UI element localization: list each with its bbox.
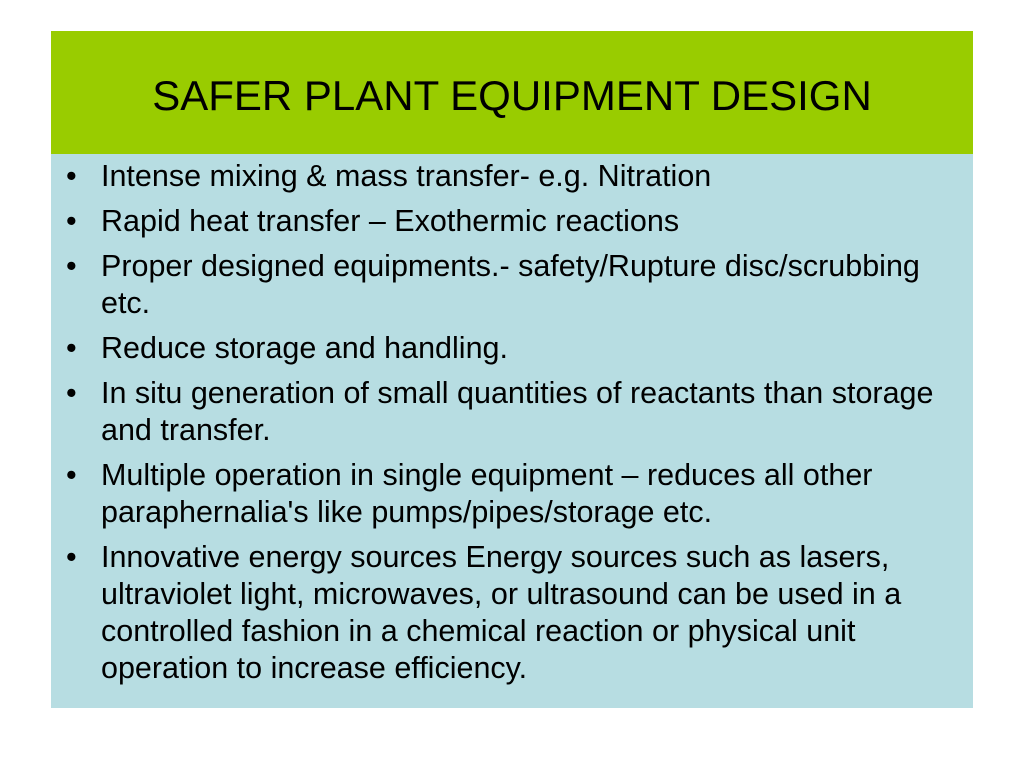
bullet-list <box>60 158 965 695</box>
bullet-item <box>60 375 965 449</box>
bullet-item <box>60 330 965 367</box>
bullet-icon: • <box>66 249 77 283</box>
bullet-text: Rapid heat transfer – Exothermic reactions <box>101 204 680 238</box>
bullet-item <box>60 539 965 687</box>
bullet-item <box>60 248 965 322</box>
slide-title: SAFER PLANT EQUIPMENT DESIGN <box>152 71 872 119</box>
bullet-icon: • <box>66 540 77 574</box>
bullet-text: Multiple operation in single equipment – reduces all other paraphernalia's like pumps/pipes/storage etc. <box>101 458 873 529</box>
bullet-icon: • <box>66 204 77 238</box>
bullet-icon: • <box>66 159 77 193</box>
bullet-icon: • <box>66 331 77 365</box>
content-panel <box>51 154 973 708</box>
bullet-item <box>60 158 965 195</box>
bullet-icon: • <box>66 376 77 410</box>
bullet-item <box>60 203 965 240</box>
bullet-icon: • <box>66 458 77 492</box>
title-banner <box>51 31 973 154</box>
bullet-item <box>60 457 965 531</box>
bullet-text: Innovative energy sources Energy sources such as lasers, ultraviolet light, microwaves, or ultrasound can be used in a controlled fashion in a chemical reaction or physical unit operation to increase efficiency. <box>101 540 902 685</box>
bullet-text: In situ generation of small quantities of reactants than storage and transfer. <box>101 376 934 447</box>
bullet-text: Reduce storage and handling. <box>101 331 508 365</box>
bullet-text: Intense mixing & mass transfer- e.g. Nitration <box>101 159 712 193</box>
bullet-text: Proper designed equipments.- safety/Rupture disc/scrubbing etc. <box>101 249 920 320</box>
